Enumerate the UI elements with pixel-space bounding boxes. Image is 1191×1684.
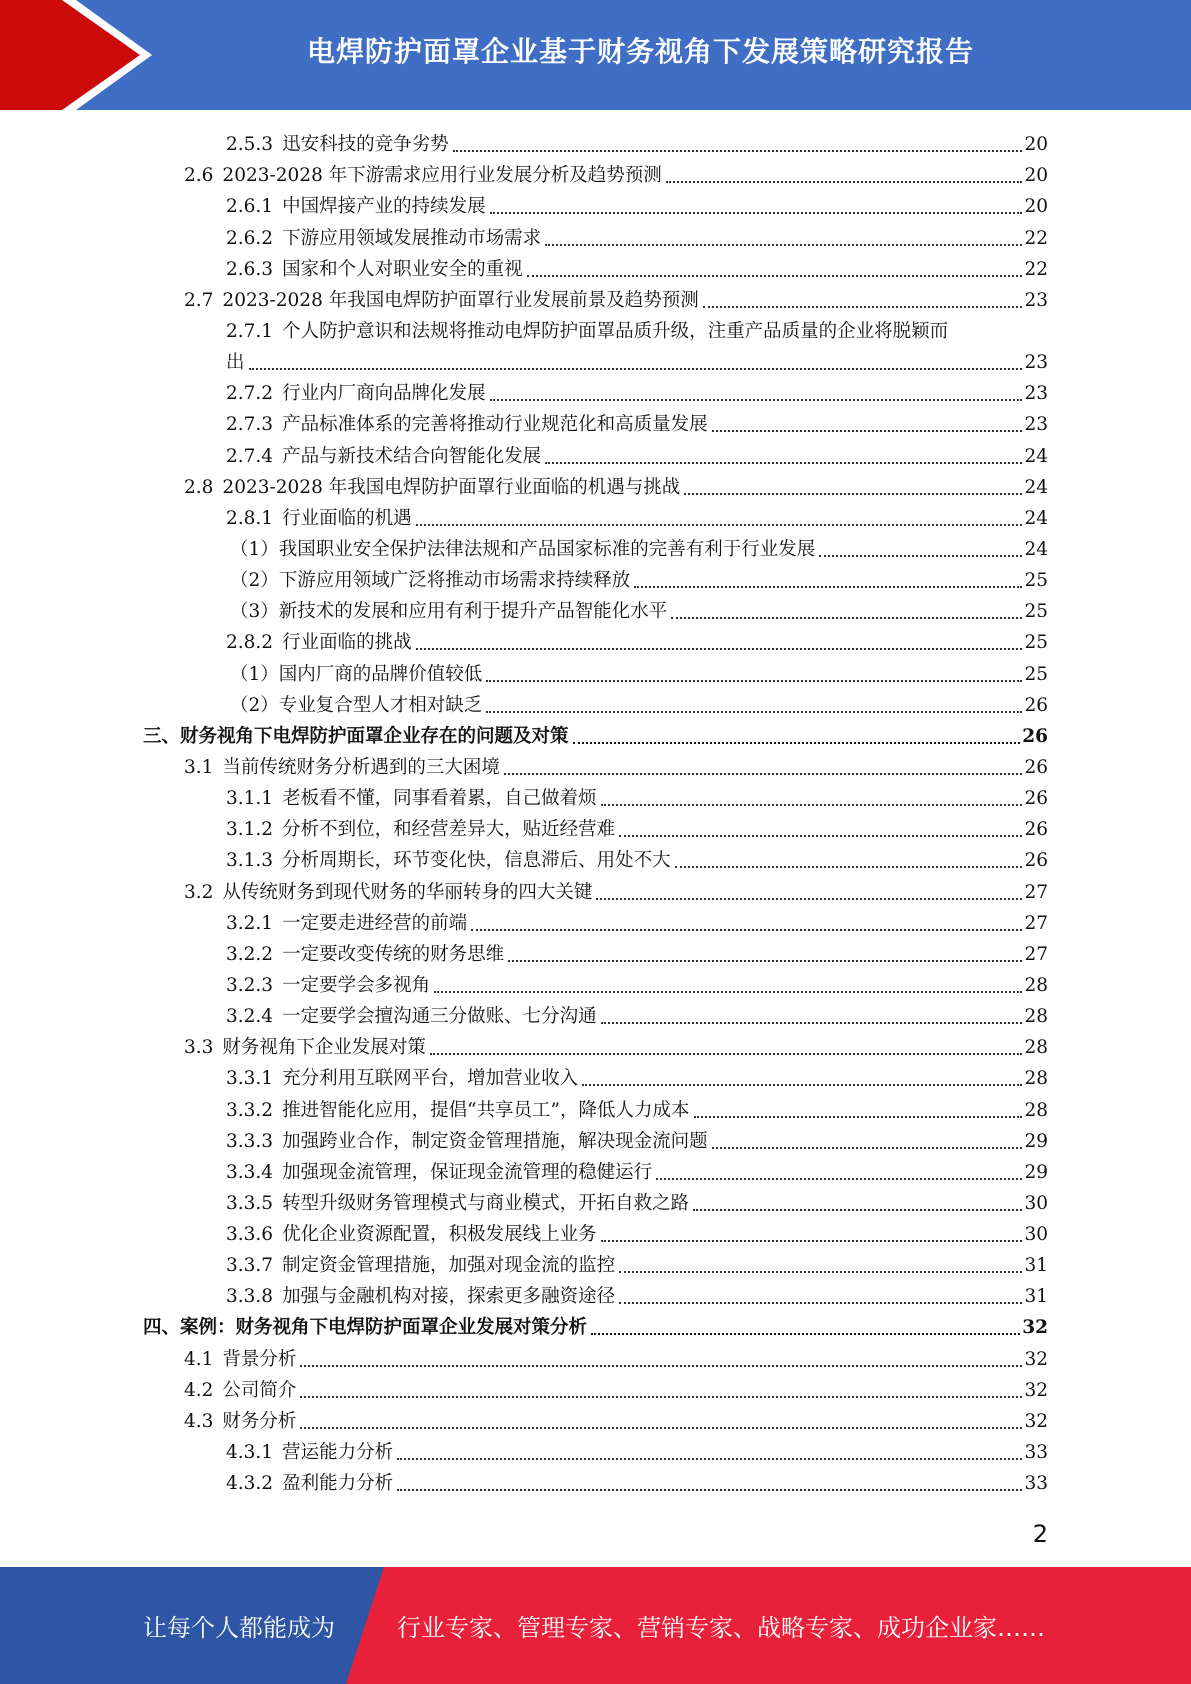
toc-entry-title: 营运能力分析 bbox=[282, 1442, 394, 1464]
toc-leader-dots bbox=[666, 180, 1023, 183]
toc-entry-page: 30 bbox=[1024, 1224, 1048, 1246]
toc-entry-number: 2.7.2 bbox=[226, 383, 274, 405]
toc-entry-number: 2.8 bbox=[184, 476, 214, 498]
toc-entry[interactable] bbox=[143, 1435, 1048, 1466]
toc-leader-dots bbox=[582, 1083, 1022, 1086]
toc-entry-number: 3.3.4 bbox=[226, 1161, 274, 1183]
toc-entry-number: 3.1.3 bbox=[226, 850, 274, 872]
toc-entry-title: 我国职业安全保护法律法规和产品国家标准的完善有利于行业发展 bbox=[278, 538, 816, 560]
toc-entry[interactable] bbox=[143, 501, 1048, 532]
toc-leader-dots bbox=[601, 1239, 1023, 1242]
toc-entry-page: 22 bbox=[1024, 258, 1048, 280]
toc-entry-page: 27 bbox=[1024, 881, 1048, 903]
toc-entry-number: 2.8.2 bbox=[226, 632, 274, 654]
toc-entry-page: 24 bbox=[1024, 476, 1048, 498]
toc-entry[interactable] bbox=[143, 1279, 1048, 1310]
toc-leader-dots bbox=[430, 1052, 1023, 1055]
toc-entry-page: 24 bbox=[1024, 538, 1048, 560]
toc-entry-page: 26 bbox=[1024, 756, 1048, 778]
toc-leader-dots bbox=[490, 398, 1023, 401]
toc-entry[interactable] bbox=[143, 999, 1048, 1030]
toc-entry-page: 33 bbox=[1024, 1473, 1048, 1495]
toc-entry-title: 2023-2028 年我国电焊防护面罩行业发展前景及趋势预测 bbox=[222, 289, 699, 311]
toc-leader-dots bbox=[434, 990, 1022, 993]
toc-leader-dots bbox=[545, 461, 1022, 464]
toc-entry-title: 出 bbox=[226, 352, 245, 374]
toc-entry-title: 新技术的发展和应用有利于提升产品智能化水平 bbox=[278, 601, 668, 623]
page-footer bbox=[0, 1567, 1191, 1684]
toc-entry-number: 2.7.1 bbox=[226, 320, 274, 342]
toc-entry-page: 32 bbox=[1022, 1317, 1048, 1339]
toc-entry-number: 3.2.3 bbox=[226, 974, 274, 996]
toc-entry-title: 推进智能化应用，提倡“共享员工”，降低人力成本 bbox=[282, 1099, 690, 1121]
toc-entry[interactable] bbox=[143, 376, 1048, 407]
toc-entry[interactable] bbox=[143, 563, 1048, 594]
toc-leader-dots bbox=[573, 741, 1021, 744]
toc-entry-page: 28 bbox=[1024, 1068, 1048, 1090]
toc-entry-title: 加强跨业合作，制定资金管理措施，解决现金流问题 bbox=[282, 1130, 708, 1152]
toc-leader-dots bbox=[471, 928, 1022, 931]
toc-leader-dots bbox=[397, 1457, 1022, 1460]
toc-entry-title: 个人防护意识和法规将推动电焊防护面罩品质升级，注重产品质量的企业将脱颖而 bbox=[282, 320, 949, 342]
toc-leader-dots bbox=[300, 1426, 1022, 1429]
toc-entry-title: 行业内厂商向品牌化发展 bbox=[282, 383, 486, 405]
toc-entry[interactable] bbox=[143, 438, 1048, 469]
toc-leader-dots bbox=[819, 554, 1022, 557]
toc-entry-page: 27 bbox=[1024, 943, 1048, 965]
toc-entry[interactable] bbox=[143, 407, 1048, 438]
footer-slogan-left: 让每个人都能成为 bbox=[143, 1614, 335, 1642]
toc-entry-title: 加强现金流管理，保证现金流管理的稳健运行 bbox=[282, 1161, 653, 1183]
toc-entry-title: 加强与金融机构对接，探索更多融资途径 bbox=[282, 1286, 616, 1308]
toc-entry-page: 31 bbox=[1024, 1255, 1048, 1277]
toc-entry-page: 25 bbox=[1024, 632, 1048, 654]
toc-entry-page: 26 bbox=[1024, 819, 1048, 841]
toc-entry-page: 23 bbox=[1024, 352, 1048, 374]
toc-entry-title: 下游应用领域广泛将推动市场需求持续释放 bbox=[278, 570, 631, 592]
toc-entry[interactable] bbox=[143, 1186, 1048, 1217]
toc-leader-dots bbox=[601, 803, 1023, 806]
toc-leader-dots bbox=[300, 1364, 1022, 1367]
toc-entry-number: （2） bbox=[230, 694, 279, 716]
toc-entry-page: 25 bbox=[1024, 570, 1048, 592]
toc-entry-page: 27 bbox=[1024, 912, 1048, 934]
toc-entry-title: 国家和个人对职业安全的重视 bbox=[282, 258, 523, 280]
toc-entry-page: 22 bbox=[1024, 227, 1048, 249]
toc-entry-page: 24 bbox=[1024, 445, 1048, 467]
toc-entry-page: 32 bbox=[1024, 1379, 1048, 1401]
toc-entry-number: 3.3.5 bbox=[226, 1192, 274, 1214]
toc-entry-page: 29 bbox=[1024, 1130, 1048, 1152]
header-arrow-graphic bbox=[0, 0, 160, 110]
toc-entry[interactable] bbox=[143, 1373, 1048, 1404]
toc-entry-number: 3.3.6 bbox=[226, 1224, 274, 1246]
toc-leader-dots bbox=[527, 274, 1023, 277]
toc-entry[interactable] bbox=[143, 127, 1048, 158]
footer-slogan-right: 行业专家、管理专家、营销专家、战略专家、成功企业家…… bbox=[397, 1614, 1045, 1642]
toc-entry-title: 充分利用互联网平台，增加营业收入 bbox=[282, 1068, 579, 1090]
toc-leader-dots bbox=[508, 959, 1022, 962]
toc-entry-number: 2.6 bbox=[184, 165, 214, 187]
toc-entry-page: 30 bbox=[1024, 1192, 1048, 1214]
toc-entry[interactable] bbox=[143, 781, 1048, 812]
toc-entry-number: 4.2 bbox=[184, 1379, 214, 1401]
toc-entry[interactable] bbox=[143, 220, 1048, 251]
toc-entry-number: 4.3.2 bbox=[226, 1473, 274, 1495]
toc-entry-title: 当前传统财务分析遇到的三大困境 bbox=[222, 756, 500, 778]
toc-entry-number: （1） bbox=[230, 663, 279, 685]
toc-entry-number: 3.1.1 bbox=[226, 788, 274, 810]
toc-entry-number: 2.7.3 bbox=[226, 414, 274, 436]
toc-entry-number: 3.3.8 bbox=[226, 1286, 274, 1308]
toc-leader-dots bbox=[453, 149, 1023, 152]
toc-entry-number: 2.6.3 bbox=[226, 258, 274, 280]
toc-entry-page: 32 bbox=[1024, 1348, 1048, 1370]
toc-entry-title: 迅安科技的竞争劣势 bbox=[282, 134, 449, 156]
toc-entry[interactable] bbox=[143, 594, 1048, 625]
toc-leader-dots bbox=[397, 1488, 1022, 1491]
toc-entry[interactable] bbox=[143, 532, 1048, 563]
report-title: 电焊防护面罩企业基于财务视角下发展策略研究报告 bbox=[306, 35, 974, 68]
toc-entry-title: 老板看不懂，同事看着累，自己做着烦 bbox=[282, 788, 597, 810]
toc-entry[interactable] bbox=[143, 1124, 1048, 1155]
toc-entry-page: 24 bbox=[1024, 507, 1048, 529]
toc-leader-dots bbox=[675, 865, 1023, 868]
toc-entry-title: 国内厂商的品牌价值较低 bbox=[278, 663, 483, 685]
toc-entry-page: 31 bbox=[1024, 1286, 1048, 1308]
toc-leader-dots bbox=[249, 367, 1023, 370]
toc-leader-dots bbox=[416, 523, 1023, 526]
toc-entry[interactable] bbox=[143, 843, 1048, 874]
toc-entry-number: 2.7.4 bbox=[226, 445, 274, 467]
toc-entry-page: 23 bbox=[1024, 414, 1048, 436]
toc-leader-dots bbox=[490, 211, 1023, 214]
toc-leader-dots bbox=[486, 710, 1022, 713]
toc-entry-number: 3.2.2 bbox=[226, 943, 274, 965]
toc-entry[interactable] bbox=[143, 656, 1048, 687]
toc-entry-number: 2.7 bbox=[184, 289, 214, 311]
toc-entry-title: 一定要改变传统的财务思维 bbox=[282, 943, 505, 965]
toc-entry-page: 20 bbox=[1024, 165, 1048, 187]
toc-entry-number: 3.2 bbox=[184, 881, 214, 903]
page-header bbox=[0, 0, 1191, 110]
toc-entry-title: 一定要学会擅沟通三分做账、七分沟通 bbox=[282, 1006, 597, 1028]
toc-entry[interactable] bbox=[143, 812, 1048, 843]
toc-entry[interactable] bbox=[143, 252, 1048, 283]
toc-leader-dots bbox=[694, 1115, 1023, 1118]
toc-entry[interactable] bbox=[143, 1217, 1048, 1248]
toc-entry-title: 产品与新技术结合向智能化发展 bbox=[282, 445, 542, 467]
toc-entry-page: 20 bbox=[1024, 134, 1048, 156]
toc-entry[interactable] bbox=[143, 906, 1048, 937]
toc-entry[interactable] bbox=[143, 688, 1048, 719]
toc-entry-title: 分析周期长，环节变化快，信息滞后、用处不大 bbox=[282, 850, 671, 872]
toc-entry-title: 三、财务视角下电焊防护面罩企业存在的问题及对策 bbox=[143, 725, 569, 747]
toc-entry-title: 产品标准体系的完善将推动行业规范化和高质量发展 bbox=[282, 414, 708, 436]
toc-leader-dots bbox=[300, 1395, 1022, 1398]
toc-entry[interactable] bbox=[143, 1466, 1048, 1497]
page-number: 2 bbox=[1032, 1520, 1048, 1548]
toc-entry[interactable] bbox=[143, 719, 1048, 750]
toc-entry-title: 2023-2028 年下游需求应用行业发展分析及趋势预测 bbox=[222, 165, 662, 187]
toc-entry[interactable] bbox=[143, 158, 1048, 189]
toc-entry[interactable] bbox=[143, 189, 1048, 220]
toc-entry[interactable] bbox=[143, 625, 1048, 656]
toc-entry-number: 2.6.1 bbox=[226, 196, 274, 218]
toc-leader-dots bbox=[545, 243, 1022, 246]
toc-entry-page: 28 bbox=[1024, 1037, 1048, 1059]
toc-leader-dots bbox=[684, 492, 1022, 495]
toc-entry-number: 3.3.1 bbox=[226, 1068, 274, 1090]
toc-entry[interactable] bbox=[143, 968, 1048, 999]
toc-entry-title: 从传统财务到现代财务的华丽转身的四大关键 bbox=[222, 881, 593, 903]
toc-entry-number: 4.3 bbox=[184, 1410, 214, 1432]
toc-entry-number: 3.2.4 bbox=[226, 1006, 274, 1028]
toc-entry-title: 盈利能力分析 bbox=[282, 1473, 394, 1495]
toc-entry[interactable] bbox=[143, 470, 1048, 501]
toc-entry-number: 3.3.3 bbox=[226, 1130, 274, 1152]
toc-entry[interactable] bbox=[143, 1030, 1048, 1061]
toc-entry-number: 4.3.1 bbox=[226, 1442, 274, 1464]
toc-entry-number: 3.3.2 bbox=[226, 1099, 274, 1121]
toc-entry-number: 2.8.1 bbox=[226, 507, 274, 529]
toc-entry-number: 3.3 bbox=[184, 1037, 214, 1059]
toc-entry[interactable] bbox=[143, 345, 1048, 376]
toc-entry-page: 33 bbox=[1024, 1442, 1048, 1464]
toc-entry[interactable] bbox=[143, 1310, 1048, 1341]
toc-entry-title: 一定要学会多视角 bbox=[282, 974, 431, 996]
toc-entry[interactable] bbox=[143, 937, 1048, 968]
toc-entry-number: 3.1.2 bbox=[226, 819, 274, 841]
toc-entry-page: 25 bbox=[1024, 663, 1048, 685]
toc-entry-title: 专业复合型人才相对缺乏 bbox=[278, 694, 483, 716]
toc-entry-page: 23 bbox=[1024, 383, 1048, 405]
toc-leader-dots bbox=[634, 585, 1022, 588]
toc-entry[interactable] bbox=[143, 874, 1048, 905]
toc-entry-title: 行业面临的挑战 bbox=[282, 632, 412, 654]
toc-entry[interactable] bbox=[143, 283, 1048, 314]
toc-entry[interactable] bbox=[143, 1155, 1048, 1186]
toc-entry-page: 29 bbox=[1024, 1161, 1048, 1183]
toc-leader-dots bbox=[596, 897, 1022, 900]
toc-leader-dots bbox=[693, 1208, 1022, 1211]
toc-leader-dots bbox=[671, 616, 1022, 619]
toc-entry-page: 26 bbox=[1024, 850, 1048, 872]
toc-entry-page: 26 bbox=[1024, 694, 1048, 716]
toc-entry-title: 四、案例：财务视角下电焊防护面罩企业发展对策分析 bbox=[143, 1317, 588, 1339]
toc-entry-title: 财务视角下企业发展对策 bbox=[222, 1037, 426, 1059]
toc-entry-number: （3） bbox=[230, 601, 279, 623]
toc-entry-title: 2023-2028 年我国电焊防护面罩行业面临的机遇与挑战 bbox=[222, 476, 681, 498]
toc-leader-dots bbox=[486, 679, 1022, 682]
toc-entry-title: 背景分析 bbox=[222, 1348, 297, 1370]
toc-entry-page: 28 bbox=[1024, 1099, 1048, 1121]
toc-leader-dots bbox=[619, 1301, 1022, 1304]
toc-leader-dots bbox=[504, 772, 1023, 775]
toc-entry-title: 转型升级财务管理模式与商业模式，开拓自救之路 bbox=[282, 1192, 690, 1214]
toc-entry-page: 26 bbox=[1022, 725, 1048, 747]
toc-entry-title: 行业面临的机遇 bbox=[282, 507, 412, 529]
toc-entry-page: 32 bbox=[1024, 1410, 1048, 1432]
toc-entry-title: 财务分析 bbox=[222, 1410, 297, 1432]
toc-entry-page: 25 bbox=[1024, 601, 1048, 623]
toc-entry-number: 3.1 bbox=[184, 756, 214, 778]
toc-entry-number: 2.6.2 bbox=[226, 227, 274, 249]
toc-leader-dots bbox=[656, 1177, 1022, 1180]
toc-entry[interactable] bbox=[143, 1248, 1048, 1279]
toc-entry[interactable] bbox=[143, 1092, 1048, 1123]
toc-entry-number: （2） bbox=[230, 570, 279, 592]
toc-entry-title: 中国焊接产业的持续发展 bbox=[282, 196, 486, 218]
toc-leader-dots bbox=[416, 647, 1023, 650]
toc-entry[interactable] bbox=[143, 1061, 1048, 1092]
toc-entry-page: 23 bbox=[1024, 289, 1048, 311]
toc-leader-dots bbox=[619, 1270, 1022, 1273]
toc-leader-dots bbox=[591, 1332, 1020, 1335]
toc-leader-dots bbox=[619, 834, 1022, 837]
toc-entry-title: 优化企业资源配置，积极发展线上业务 bbox=[282, 1224, 597, 1246]
toc-entry-number: 3.2.1 bbox=[226, 912, 274, 934]
toc-entry-page: 26 bbox=[1024, 788, 1048, 810]
table-of-contents bbox=[143, 127, 1048, 1497]
toc-leader-dots bbox=[703, 305, 1023, 308]
toc-entry[interactable] bbox=[143, 750, 1048, 781]
toc-entry[interactable] bbox=[143, 314, 1048, 345]
toc-entry-page: 20 bbox=[1024, 196, 1048, 218]
toc-entry[interactable] bbox=[143, 1341, 1048, 1372]
toc-entry-title: 下游应用领域发展推动市场需求 bbox=[282, 227, 542, 249]
toc-entry-title: 公司简介 bbox=[222, 1379, 297, 1401]
toc-entry-number: 2.5.3 bbox=[226, 134, 274, 156]
toc-entry-title: 制定资金管理措施，加强对现金流的监控 bbox=[282, 1255, 616, 1277]
toc-entry[interactable] bbox=[143, 1404, 1048, 1435]
toc-leader-dots bbox=[712, 1146, 1023, 1149]
toc-entry-number: 4.1 bbox=[184, 1348, 214, 1370]
toc-entry-page: 28 bbox=[1024, 1006, 1048, 1028]
toc-entry-title: 一定要走进经营的前端 bbox=[282, 912, 468, 934]
toc-entry-number: （1） bbox=[230, 538, 279, 560]
toc-entry-title: 分析不到位，和经营差异大，贴近经营难 bbox=[282, 819, 616, 841]
toc-entry-page: 28 bbox=[1024, 974, 1048, 996]
toc-leader-dots bbox=[712, 429, 1023, 432]
toc-leader-dots bbox=[601, 1021, 1023, 1024]
toc-entry-number: 3.3.7 bbox=[226, 1255, 274, 1277]
